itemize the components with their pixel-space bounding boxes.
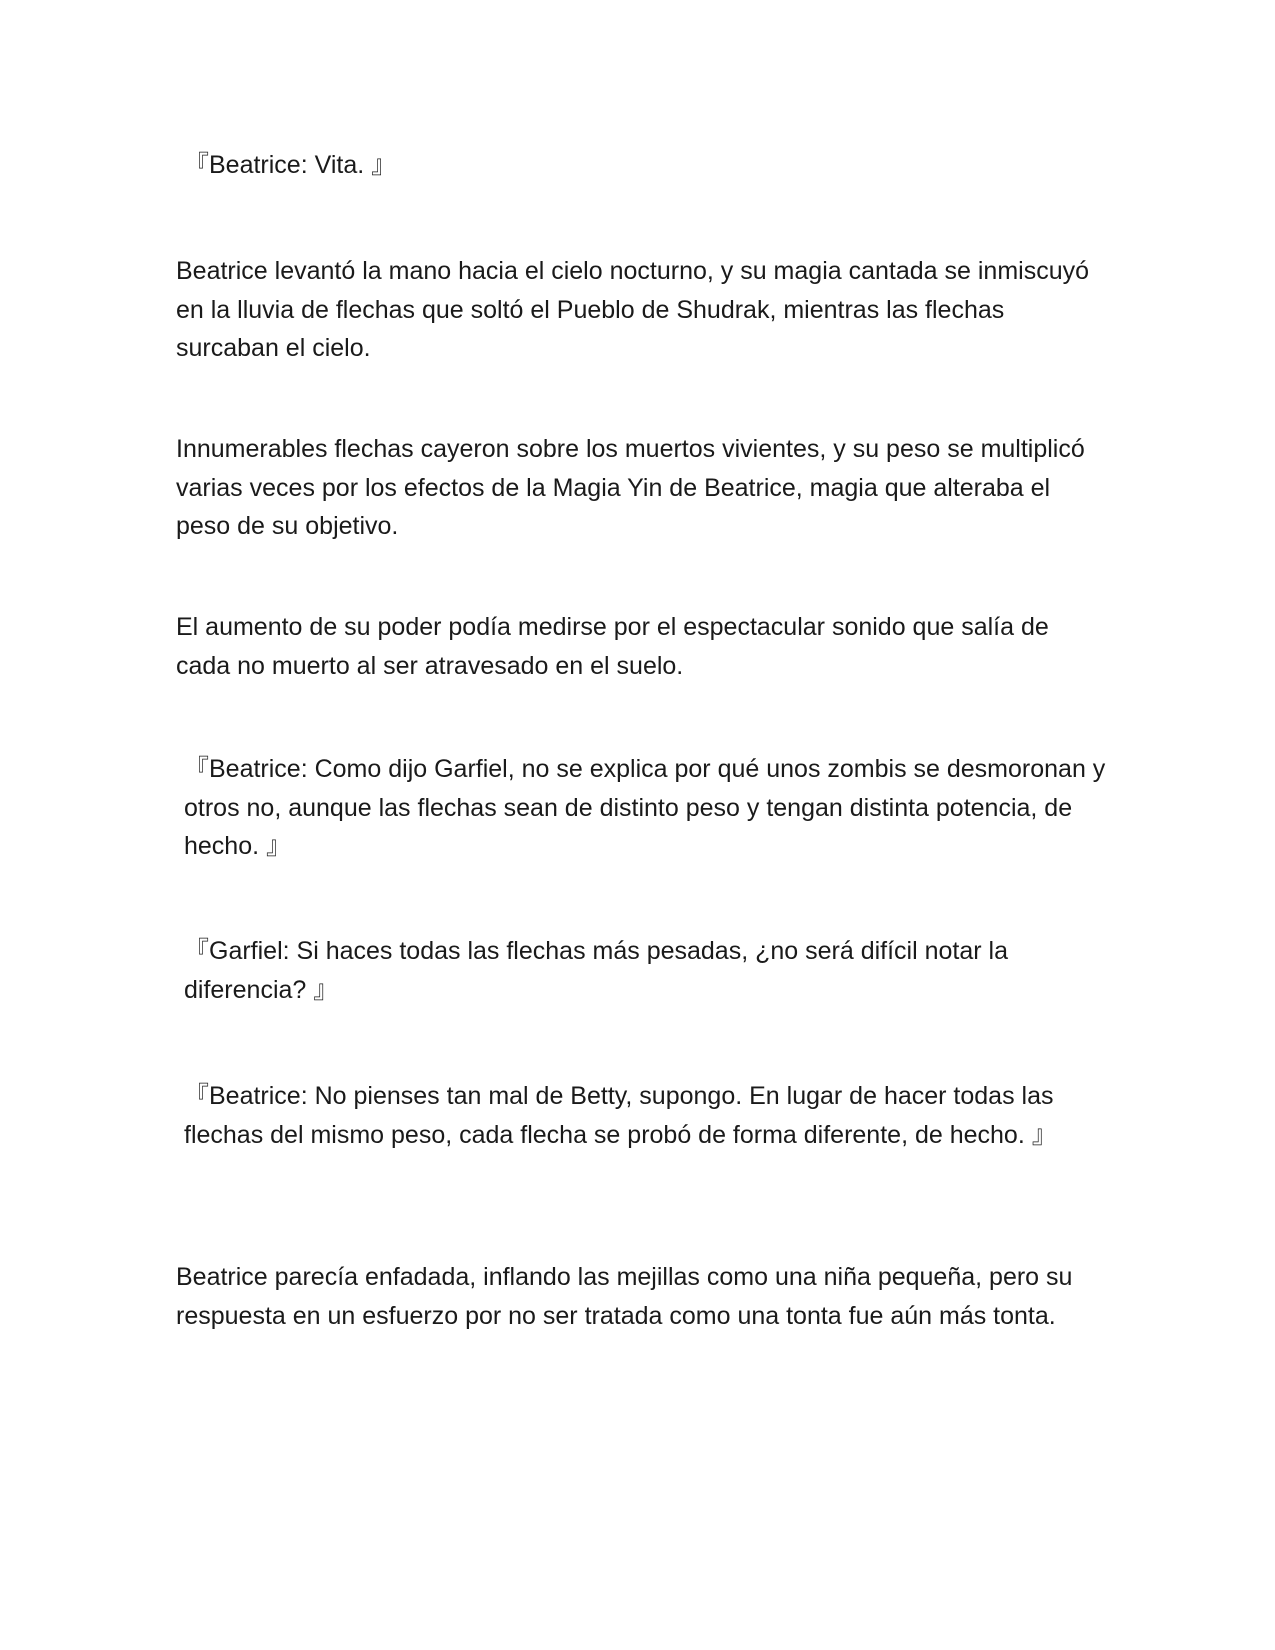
paragraph-8: Beatrice parecía enfadada, inflando las mejillas como una niña pequeña, pero su respuesta en un esfuerzo por no ser tratada como una tonta fue aún más tonta. <box>176 1263 1073 1330</box>
paragraph-1: 『Beatrice: Vita. 』 <box>184 151 397 179</box>
paragraph-2: Beatrice levantó la mano hacia el cielo nocturno, y su magia cantada se inmiscuyó en la lluvia de flechas que soltó el Pueblo de Shudrak, mientras las flechas surcaban el cielo. <box>176 257 1090 362</box>
paragraph-7: 『Beatrice: No pienses tan mal de Betty, supongo. En lugar de hacer todas las flechas del mismo peso, cada flecha se probó de forma diferente, de hecho. 』 <box>184 1082 1057 1149</box>
paragraph-5: 『Beatrice: Como dijo Garfiel, no se explica por qué unos zombis se desmoronan y otros no, aunque las flechas sean de distinto peso y tengan distinta potencia, de hecho. 』 <box>184 755 1106 860</box>
paragraph-6: 『Garfiel: Si haces todas las flechas más pesadas, ¿no será difícil notar la diferencia? 』 <box>184 937 1008 1004</box>
paragraph-3: Innumerables flechas cayeron sobre los muertos vivientes, y su peso se multiplicó varias veces por los efectos de la Magia Yin de Beatrice, magia que alteraba el peso de su objetivo. <box>176 435 1085 540</box>
paragraph-4: El aumento de su poder podía medirse por el espectacular sonido que salía de cada no muerto al ser atravesado en el suelo. <box>176 613 1049 680</box>
